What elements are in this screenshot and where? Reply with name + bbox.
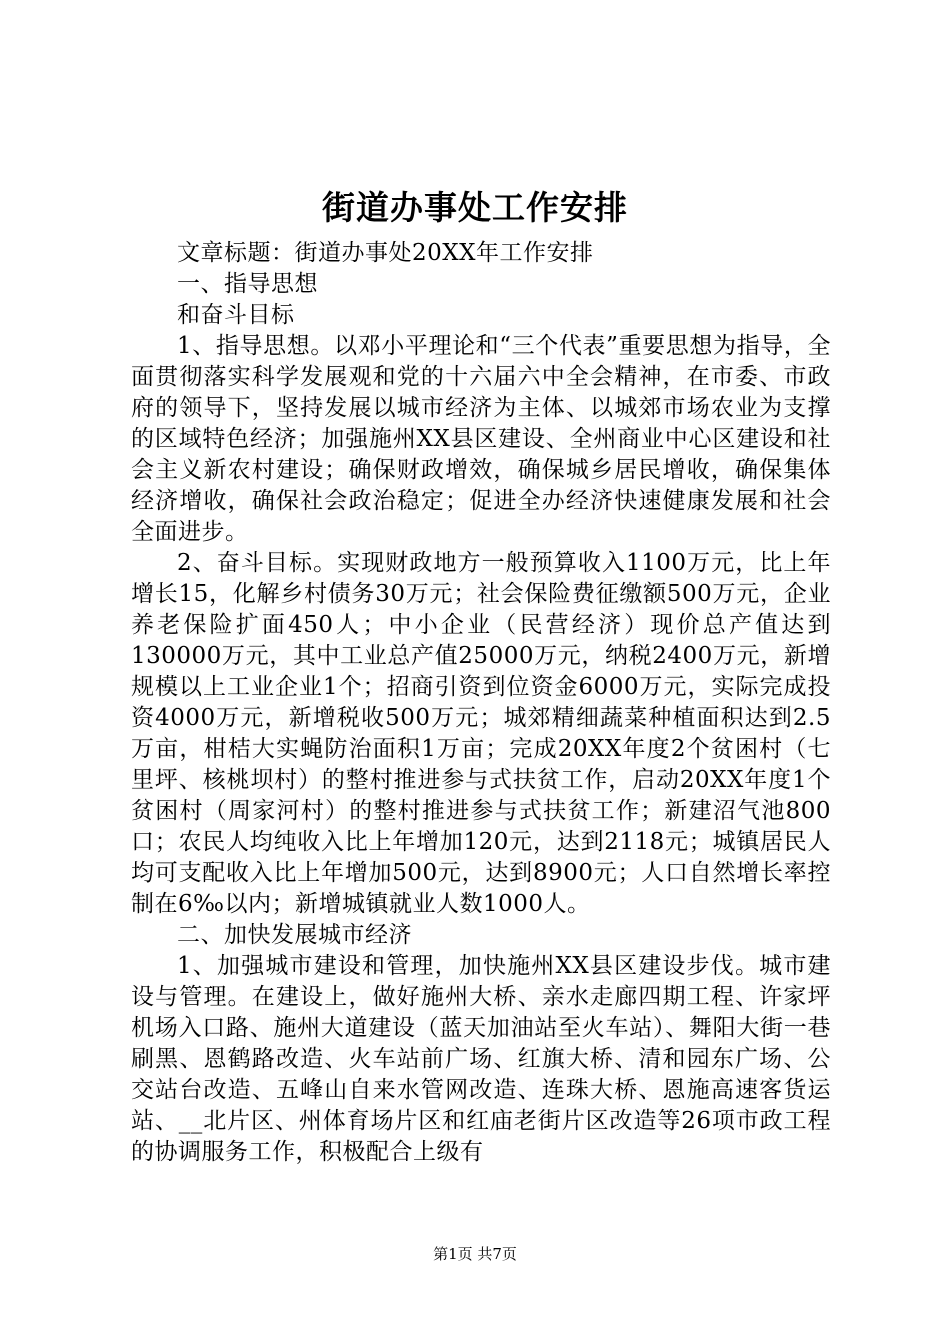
paragraph-article-title: 文章标题：街道办事处20XX年工作安排 — [177, 240, 594, 266]
paragraph-goals: 2、奋斗目标。实现财政地方一般预算收入1100万元，比上年增长15，化解乡村债务30万元；社会保险费征缴额500万元，企业养老保险扩面450人；中小企业（民营经济）现价总产值达到130000万元，其中工业总产值25000万元，纳税2400万元，新增规模以上工业企业1个；招商引资到位资金6000万元，实际完成投资4000万元，新增税收500万元；城郊精细蔬菜种植面积达到2.5万亩，柑桔大实蝇防治面积1万亩；完成20XX年度2个贫困村（七里坪、核桃坝村）的整村推进参与式扶贫工作，启动20XX年度1个贫困村（周家河村）的整村推进参与式扶贫工作；新建沼气池800口；农民人均纯收入比上年增加120元，达到2118元；城镇居民人均可支配收入比上年增加500元，达到8900元；人口自然增长率控制在6‰以内；新增城镇就业人数1000人。 — [131, 550, 831, 917]
paragraph-section-heading-2: 二、加快发展城市经济 — [177, 922, 412, 948]
paragraph-section-heading-1: 一、指导思想 — [177, 271, 318, 297]
paragraph-city-construction: 1、加强城市建设和管理，加快施州XX县区建设步伐。城市建设与管理。在建设上，做好施州大桥、亲水走廊四期工程、许家坪机场入口路、施州大道建设（蓝天加油站至火车站）、舞阳大街一巷刷黑、恩鹤路改造、火车站前广场、红旗大桥、清和园东广场、公交站台改造、五峰山自来水管网改造、连珠大桥、恩施高速客货运站、__北片区、州体育场片区和红庙老街片区改造等26项市政工程的协调服务工作，积极配合上级有 — [131, 953, 831, 1165]
page-number-footer: 第1页 共7页 — [433, 1245, 517, 1263]
paragraph-guiding-thought: 1、指导思想。以邓小平理论和“三个代表”重要思想为指导，全面贯彻落实科学发展观和党的十六届六中全会精神，在市委、市政府的领导下，坚持发展以城市经济为主体、以城郊市场农业为支撑的区域特色经济；加强施州XX县区建设、全州商业中心区建设和社会主义新农村建设；确保财政增效，确保城乡居民增收，确保集体经济增收，确保社会政治稳定；促进全办经济快速健康发展和社会全面进步。 — [131, 333, 831, 545]
document-title: 街道办事处工作安排 — [322, 188, 628, 227]
paragraph-section-heading-1-cont: 和奋斗目标 — [177, 302, 295, 328]
document-body — [131, 238, 831, 1168]
